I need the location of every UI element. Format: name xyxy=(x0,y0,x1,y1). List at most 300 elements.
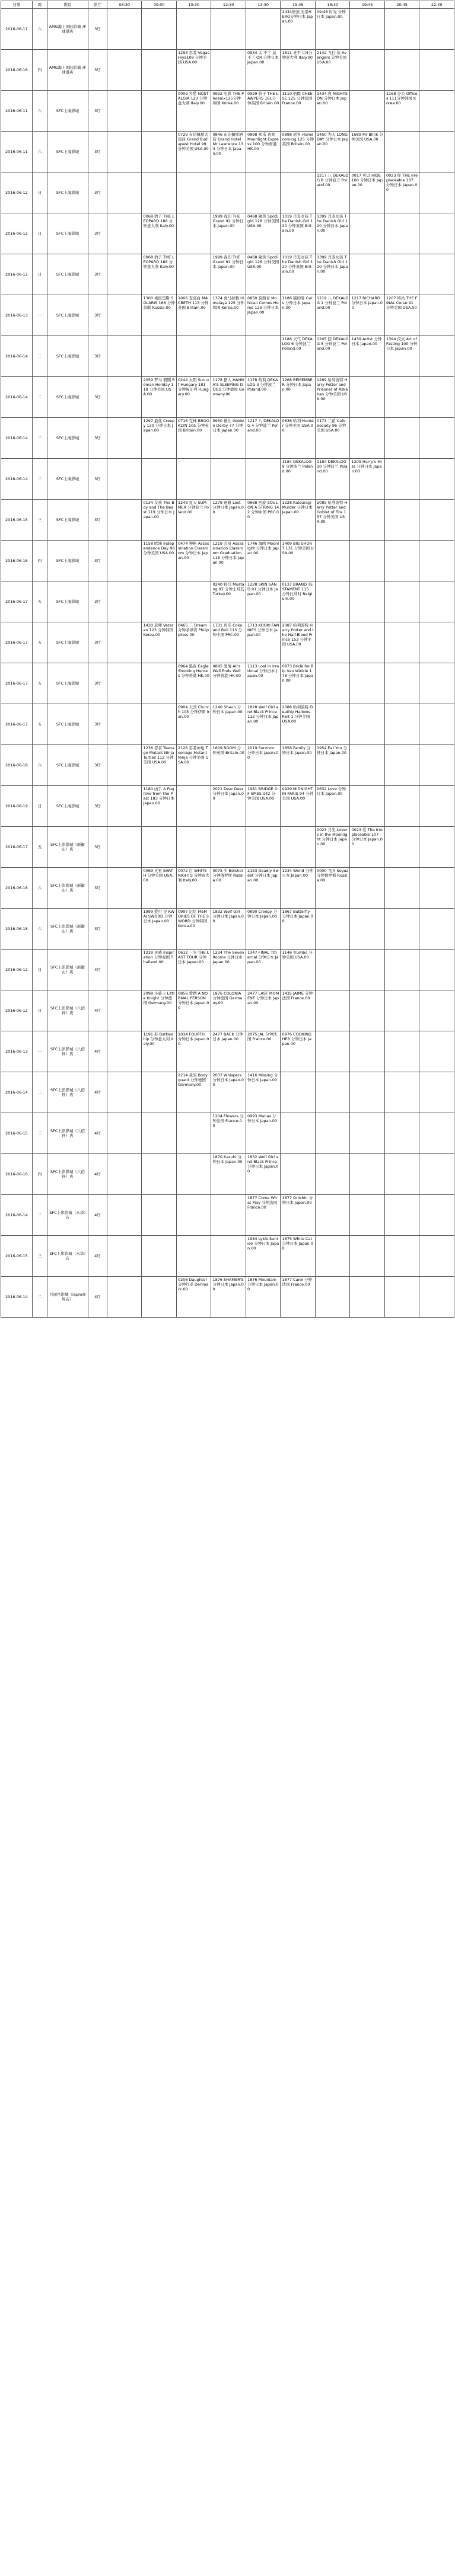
hall-cell: 3厅 xyxy=(88,132,107,172)
screening-cell: 0072 白 WHITE NIGHTS 分钟意大利 Italy.00 xyxy=(176,868,211,909)
screening-cell: 0950 德比 Golden Derby 77 分钟日本 Japan.00 xyxy=(211,418,246,459)
date-cell: 2016-06-12 xyxy=(1,254,33,295)
screening-cell: 1186 天气 DEKALOG 6 分钟波兰 Poland.00 xyxy=(281,336,316,377)
date-cell: 2016-06-14 xyxy=(1,418,33,459)
weekday-cell: 四 xyxy=(32,1154,47,1195)
screening-cell xyxy=(419,459,454,500)
screening-cell: 1297 最优 Creepy 130 分钟日本 Japan.00 xyxy=(142,418,177,459)
table-row xyxy=(1,581,454,622)
weekday-cell: 四 xyxy=(32,50,47,91)
screening-cell: 0895 爱情 All's Well Ends Well 分钟香港 HK.00 xyxy=(211,663,246,704)
hall-cell: 4厅 xyxy=(88,1072,107,1113)
table-row xyxy=(1,990,454,1031)
screening-cell xyxy=(281,1113,316,1154)
weekday-cell: 六 xyxy=(32,9,47,50)
screening-cell: 1236 忍者 Teenage Mutant Ninja Turtles 112 分钟美国 USA.00 xyxy=(142,745,177,786)
screening-cell xyxy=(107,9,142,50)
screening-cell: 1180 凶手 A Fugitive from the Past 183 分钟日本 Japan.00 xyxy=(142,786,177,827)
screening-cell xyxy=(176,172,211,213)
screening-cell: 0904 天国 Church 105 分钟伊朗 Iran.00 xyxy=(176,704,211,745)
column-header: 22:45 xyxy=(419,1,454,9)
theater-cell: SFC上海影城 xyxy=(47,172,88,213)
table-header xyxy=(1,1,454,9)
screening-cell xyxy=(281,1072,316,1113)
theater-cell: SFC上海影城 xyxy=(47,622,88,663)
weekday-cell: 六 xyxy=(32,132,47,172)
screening-cell: 0729 布达佩斯大饭店 Grand Budapest Hotel 99 分钟美国 USA.00 xyxy=(176,132,211,172)
screening-cell: 2153 Deadly Sweet 分钟日本 Japan.00 xyxy=(246,868,281,909)
screening-cell xyxy=(419,745,454,786)
screening-cell xyxy=(350,1113,385,1154)
weekday-cell: 一 xyxy=(32,1031,47,1072)
screening-cell xyxy=(107,1195,142,1236)
table-row xyxy=(1,213,454,254)
table-row xyxy=(1,950,454,990)
screening-cell xyxy=(107,581,142,622)
screening-cell: 1240 Shaun 分钟日本 Japan.00 xyxy=(211,704,246,745)
theater-cell: SFC上海影城 xyxy=(47,418,88,459)
weekday-cell: 三 xyxy=(32,1113,47,1154)
screening-cell xyxy=(419,663,454,704)
date-cell: 2016-06-18 xyxy=(1,745,33,786)
screening-cell xyxy=(419,50,454,91)
table-row xyxy=(1,1031,454,1072)
screening-cell: 1689 Mr Blink 分钟美国 USA.00 xyxy=(350,132,385,172)
screening-cell: 0873 Bride for Rip Van Winkle 178 分钟日本 Japan.00 xyxy=(281,663,316,704)
table-row xyxy=(1,9,454,50)
screening-cell xyxy=(419,1195,454,1236)
screening-cell: 2214 我的 Bodyguard 分钟德国 Germany.00 xyxy=(176,1072,211,1113)
screening-cell xyxy=(107,377,142,418)
screening-cell xyxy=(107,541,142,581)
screening-cell xyxy=(419,622,454,663)
screening-cell xyxy=(107,827,142,868)
screening-cell: 0836 哈利 Hunter 分钟美国 USA.00 xyxy=(281,418,316,459)
screening-cell xyxy=(350,868,385,909)
screening-cell xyxy=(176,336,211,377)
screening-cell: 1228 SKIN SAND 91 分钟日本 Japan.00 xyxy=(246,581,281,622)
screening-cell xyxy=(142,50,177,91)
table-row xyxy=(1,50,454,91)
screening-cell xyxy=(384,9,419,50)
screening-cell xyxy=(246,827,281,868)
screening-cell xyxy=(176,1154,211,1195)
theater-cell: SFC上海影城 xyxy=(47,745,88,786)
hall-cell: 3厅 xyxy=(88,418,107,459)
screening-cell: 0068 豹子 THE LEOPARD 186 分钟意大利 Italy.00 xyxy=(142,254,177,295)
screening-cell: 1293 忍者 Vegas Hiya109 分钟美国 USA.00 xyxy=(176,50,211,91)
screening-cell xyxy=(384,1236,419,1277)
screening-cell: 0134 女孩 The Boy and The Beast 119 分钟日本 Japan.00 xyxy=(142,500,177,541)
screening-cell: 0976 COOKING HER 分钟日本 Japan.00 xyxy=(281,1031,316,1072)
date-cell: 2016-06-14 xyxy=(1,377,33,418)
screening-cell: 1234 The Seven Rooms 分钟日本 Japan.00 xyxy=(211,950,246,990)
hall-cell: 3厅 xyxy=(88,254,107,295)
weekday-cell: 六 xyxy=(32,909,47,950)
screening-cell xyxy=(384,459,419,500)
weekday-cell: 六 xyxy=(32,868,47,909)
screening-cell: 1178 哈利 DEKALOG 3 分钟波兰 Poland.00 xyxy=(246,377,281,418)
table-row xyxy=(1,1277,454,1318)
hall-cell: 4厅 xyxy=(88,1195,107,1236)
hall-cell: 3厅 xyxy=(88,909,107,950)
screening-cell xyxy=(350,786,385,827)
screening-cell: 1876 Mountain 分钟日本 Japan.00 xyxy=(246,1277,281,1318)
hall-cell: 4厅 xyxy=(88,950,107,990)
screening-cell xyxy=(142,1277,177,1318)
screening-cell xyxy=(350,1072,385,1113)
hall-cell: 3厅 xyxy=(88,868,107,909)
date-cell: 2016-06-15 xyxy=(1,1236,33,1277)
screening-cell: 2477 LAST MOMENT 分钟日本 Japan.00 xyxy=(246,990,281,1031)
weekday-cell: 五 xyxy=(32,581,47,622)
screening-cell: 1416 Missing 分钟日本 Japan.00 xyxy=(246,1072,281,1113)
screening-cell: 1019 丹麦女孩 The Danish Girl 120 分钟英国 Britain.00 xyxy=(281,254,316,295)
screening-cell: 2087 哈利波特 Harry Potter and the Half-Blood Prince 153 分钟美国 USA.00 xyxy=(281,622,316,663)
screening-cell xyxy=(350,1277,385,1318)
screening-cell xyxy=(419,9,454,50)
screening-cell: 0023 月光 Lovers in the Moonlight 分钟日本 Japan.00 xyxy=(315,827,350,868)
screening-cell xyxy=(350,704,385,745)
screening-cell xyxy=(384,377,419,418)
screening-cell: 1832 Wolf Girl 分钟日本 Japan.00 xyxy=(211,909,246,950)
screening-cell xyxy=(107,868,142,909)
screening-cell xyxy=(281,172,316,213)
screening-cell: 2019 Survivor 分钟日本 Japan.00 xyxy=(246,745,281,786)
screening-cell: 1828 Wolf Girl and Black Prince 112 分钟日本 Japan.00 xyxy=(246,704,281,745)
table-row xyxy=(1,622,454,663)
screening-cell xyxy=(384,541,419,581)
screening-cell xyxy=(419,1277,454,1318)
screening-cell xyxy=(419,336,454,377)
table-row xyxy=(1,1195,454,1236)
weekday-cell: 二 xyxy=(32,459,47,500)
screening-cell xyxy=(419,950,454,990)
screening-cell: 1609 ROOM 分钟英国 Britain.00 xyxy=(211,745,246,786)
screening-cell: 1034 FOURTH 分钟日本 Japan.00 xyxy=(176,1031,211,1072)
screening-cell xyxy=(384,622,419,663)
screening-cell xyxy=(384,213,419,254)
screening-cell: 1713 KOOKI FANNIES 分钟日本 Japan.00 xyxy=(246,622,281,663)
screening-cell xyxy=(107,1072,142,1113)
screening-cell xyxy=(315,1277,350,1318)
screening-cell xyxy=(176,9,211,50)
weekday-cell: 日 xyxy=(32,950,47,990)
screening-cell: 2477 BACK 分钟日本 Japan.00 xyxy=(211,1031,246,1072)
hall-cell: 3厅 xyxy=(88,704,107,745)
weekday-cell: 二 xyxy=(32,1195,47,1236)
screening-cell: 0474 神秘 Assassination Classroom 分钟日本 Japan.00 xyxy=(176,541,211,581)
date-cell: 2016-06-12 xyxy=(1,213,33,254)
screening-cell xyxy=(384,1031,419,1072)
table-row xyxy=(1,909,454,950)
hall-cell: 3厅 xyxy=(88,663,107,704)
table-row xyxy=(1,827,454,868)
hall-cell: 3厅 xyxy=(88,91,107,132)
theater-cell: SFC上海影城 xyxy=(47,213,88,254)
hall-cell: 4厅 xyxy=(88,1113,107,1154)
screening-cell xyxy=(211,459,246,500)
screening-cell xyxy=(211,336,246,377)
weekday-cell: 六 xyxy=(32,745,47,786)
table-row xyxy=(1,500,454,541)
screening-cell: 1204 Flowers 分钟法国 France.00 xyxy=(211,1113,246,1154)
weekday-cell: 五 xyxy=(32,827,47,868)
screening-cell: 1228 Katsuragi Murder 分钟日本 Japan.00 xyxy=(281,500,316,541)
screening-cell: 1876 COLONIA 分钟德国 Germany.00 xyxy=(211,990,246,1031)
screening-cell: 0716 克林 BROOKLYN 105 分钟英国 Britain.00 xyxy=(176,418,211,459)
screening-cell: 2021 Dear Deer 分钟日本 Japan.00 xyxy=(211,786,246,827)
screening-cell: 2098 小骑士 Little Knight 分钟德国 Germany.00 xyxy=(142,990,177,1031)
screening-cell xyxy=(107,336,142,377)
screening-cell xyxy=(384,581,419,622)
weekday-cell: 二 xyxy=(32,336,47,377)
screening-cell: 0856 爱情 A NORMAL PERSON 分钟日本 Japan.00 xyxy=(176,990,211,1031)
theater-cell: SFC上影影城（新衡山）店 xyxy=(47,827,88,868)
hall-cell: 3厅 xyxy=(88,213,107,254)
date-cell: 2016-06-16 xyxy=(1,50,33,91)
screening-cell xyxy=(384,418,419,459)
hall-cell: 3厅 xyxy=(88,172,107,213)
screening-cell xyxy=(419,541,454,581)
screening-cell: 0868 回旋 SOUL ON A STRING 142 分钟中国 PRC.00 xyxy=(246,500,281,541)
screening-cell xyxy=(211,172,246,213)
screening-cell: 1249 夏天 SUMMER 分钟波兰 Poland.00 xyxy=(176,500,211,541)
hall-cell: 3厅 xyxy=(88,786,107,827)
screening-cell xyxy=(315,950,350,990)
screening-cell xyxy=(107,663,142,704)
theater-cell: SFC上影影城（永华）店 xyxy=(47,1195,88,1236)
screening-cell: 2059 罗马 假期 Roman Holiday 118 分钟美国 USA.00 xyxy=(142,377,177,418)
screening-cell: 1217 RICHARD 分钟日本 Japan.00 xyxy=(350,295,385,336)
theater-cell: SFC上海影城 xyxy=(47,704,88,745)
theater-cell: SFC上海影城 xyxy=(47,132,88,172)
screening-cell xyxy=(315,1154,350,1195)
screening-cell: 1178 猎人 HANNA'S SLEEPING DOGS 分钟德国 Germany.00 xyxy=(211,377,246,418)
theater-cell: SFC上影影城（八佰伴）店 xyxy=(47,1113,88,1154)
theater-cell: SFC上影影城（永华）店 xyxy=(47,1236,88,1277)
screening-cell xyxy=(419,132,454,172)
screening-cell xyxy=(384,909,419,950)
screening-cell: 1217 八 DEKALOG 4 分钟波兰 Poland.00 xyxy=(246,418,281,459)
weekday-cell: 日 xyxy=(32,786,47,827)
screening-cell xyxy=(107,950,142,990)
screening-cell xyxy=(246,459,281,500)
screening-cell xyxy=(419,786,454,827)
screening-cell: 1981 BRIDGE OF SPIES 142 分钟美国 USA.00 xyxy=(246,786,281,827)
screening-cell: 1877 Onishin 分钟日本 Japan.00 xyxy=(281,1195,316,1236)
screening-cell xyxy=(419,868,454,909)
table-row xyxy=(1,704,454,745)
column-header: 周 xyxy=(32,1,47,9)
screening-cell: 1300 索拉里斯 SOLARIS 166 分钟苏联 Russia.00 xyxy=(142,295,177,336)
screening-cell xyxy=(350,581,385,622)
weekday-cell: 二 xyxy=(32,1072,47,1113)
screening-cell xyxy=(315,1195,350,1236)
screening-cell xyxy=(211,827,246,868)
screening-cell xyxy=(107,172,142,213)
screening-cell: 1435 JAIME 分钟法国 France.00 xyxy=(281,990,316,1031)
screening-cell xyxy=(419,418,454,459)
date-cell: 2016-06-14 xyxy=(1,1072,33,1113)
screening-cell: 0017 可以 HIDE 100 分钟日本 Japan.00 xyxy=(350,172,385,213)
screening-cell: 1430 老师 Veteran 123 分钟韩国 Korea.00 xyxy=(142,622,177,663)
screening-cell xyxy=(419,254,454,295)
screening-cell: 1746 海鸥 Moonlight 分钟日本 Japan.00 xyxy=(246,541,281,581)
screening-cell: 1399 丹麦女孩 The Danish Girl 120 分钟日本 Japan.00 xyxy=(315,254,350,295)
hall-cell: 3厅 xyxy=(88,622,107,663)
screening-cell xyxy=(142,336,177,377)
screening-cell xyxy=(315,541,350,581)
screening-cell xyxy=(107,254,142,295)
table-row xyxy=(1,418,454,459)
screening-cell xyxy=(176,1195,211,1236)
weekday-cell: 二 xyxy=(32,1277,47,1318)
screening-cell: 1954 Eat You 分钟日本 Japan.00 xyxy=(315,745,350,786)
screening-cell xyxy=(350,91,385,132)
theater-cell: SFC上影影城（八佰伴）店 xyxy=(47,1154,88,1195)
screening-cell: 1811 灵不 只4分钟意大利 Italy.00 xyxy=(281,50,316,91)
screening-cell: 1832 Wolf Girl and Black Prince 分钟日本 Japan.00 xyxy=(246,1154,281,1195)
screening-cell xyxy=(384,1113,419,1154)
date-cell: 2016-06-11 xyxy=(1,91,33,132)
date-cell: 2016-06-12 xyxy=(1,950,33,990)
screening-cell: 1239 灵感 Inspiration 分钟泰国 Thailand.00 xyxy=(142,950,177,990)
hall-cell: 3厅 xyxy=(88,295,107,336)
screening-cell: 1394 仪式 Art of Fasting 100 分钟日本 Japan.00 xyxy=(384,336,419,377)
screening-cell xyxy=(142,1195,177,1236)
theater-cell: SFC上影影城（新衡山）店 xyxy=(47,950,88,990)
hall-cell: 3厅 xyxy=(88,541,107,581)
screening-cell: 0929 MIDNIGHT IN PARIS 94 分钟美国 USA.00 xyxy=(281,786,316,827)
screening-cell: 2126 忍者神龟 Teenage Mutant Ninja 分钟美国 USA.00 xyxy=(176,745,211,786)
screening-cell xyxy=(142,827,177,868)
screening-cell: 1186 猫的爱 Cats 分钟日本 Japan.00 xyxy=(281,295,316,336)
screening-cell xyxy=(384,663,419,704)
screening-cell xyxy=(419,1031,454,1072)
screening-cell xyxy=(350,50,385,91)
screening-cell: 2088 哈利波特 Deathly Hallows Part 1 分钟美国 USA.00 xyxy=(281,704,316,745)
screening-cell xyxy=(419,581,454,622)
screening-cell: 1217 八 DEKALOG 8 分钟波兰 Poland.00 xyxy=(315,172,350,213)
table-row xyxy=(1,786,454,827)
table-row xyxy=(1,663,454,704)
screening-cell xyxy=(350,1195,385,1236)
screening-cell: 0898 返乡 Homecoming 125 分钟英国 Britain.00 xyxy=(281,132,316,172)
table-row xyxy=(1,132,454,172)
screening-cell: 1877 Come What May 分钟法国 France.00 xyxy=(246,1195,281,1236)
date-cell: 2016-06-17 xyxy=(1,704,33,745)
screening-cell: 0173 兰花 Cafe Society 96 分钟美国 USA.00 xyxy=(315,418,350,459)
screening-cell xyxy=(107,418,142,459)
screening-cell xyxy=(350,9,385,50)
screening-cell: 0468 聚焦 Spotlight 128 分钟美国 USA.00 xyxy=(246,254,281,295)
screening-cell: 1434 夜 NIGHTS ON 分钟日本 Japan.00 xyxy=(315,91,350,132)
screening-cell xyxy=(350,622,385,663)
hall-cell: 4厅 xyxy=(88,1236,107,1277)
screening-cell xyxy=(350,254,385,295)
screening-cell xyxy=(384,704,419,745)
screening-cell: 1999 我们 THE Grand 92 分钟日本 Japan.00 xyxy=(211,213,246,254)
screening-cell xyxy=(384,868,419,909)
screening-cell: 0850 莫西甘 Mohican Comes Home 125 分钟日本 Japan.00 xyxy=(246,295,281,336)
screening-cell xyxy=(107,1277,142,1318)
screening-cell: 1268 REMEMBER 分钟日本 Japan.00 xyxy=(281,377,316,418)
screening-cell: 0465 三 Dream 分钟菲律宾 Philippines.00 xyxy=(176,622,211,663)
screening-cell xyxy=(384,1195,419,1236)
hall-cell: 3厅 xyxy=(88,50,107,91)
screening-cell: 0612 三岁 THE LAST TOUR 分钟日本 Japan.00 xyxy=(176,950,211,990)
screening-cell xyxy=(419,704,454,745)
screening-cell xyxy=(315,663,350,704)
weekday-cell: 六 xyxy=(32,91,47,132)
screening-cell: 1184 DEKALOG 9 分钟波兰 Poland.00 xyxy=(281,459,316,500)
table-row xyxy=(1,377,454,418)
screening-cell xyxy=(419,172,454,213)
screening-cell xyxy=(107,459,142,500)
screening-cell xyxy=(384,1277,419,1318)
screening-cell xyxy=(419,1236,454,1277)
theater-cell: SFC上海影城 xyxy=(47,254,88,295)
screening-cell xyxy=(107,213,142,254)
screening-cell xyxy=(384,50,419,91)
date-cell: 2016-06-19 xyxy=(1,786,33,827)
screening-cell xyxy=(419,909,454,950)
theater-cell: SFC上海影城 xyxy=(47,91,88,132)
table-row xyxy=(1,1072,454,1113)
screening-cell xyxy=(176,1113,211,1154)
theater-cell: 百丽宫影城（iapm商场店） xyxy=(47,1277,88,1318)
theater-cell: SFC上影影城（新衡山）店 xyxy=(47,868,88,909)
screening-cell xyxy=(315,704,350,745)
screening-cell: 1113 Lost in Irrational 分钟日本 Japan.00 xyxy=(246,663,281,704)
screening-cell xyxy=(419,377,454,418)
table-row xyxy=(1,541,454,581)
screening-cell xyxy=(350,500,385,541)
screening-cell: 1019 丹麦女孩 The Danish Girl 120 分钟英国 Britain.00 xyxy=(281,213,316,254)
screening-cell xyxy=(350,1154,385,1195)
screening-cell: 1347 FINAL Tthernal 分钟日本 Japan.00 xyxy=(246,950,281,990)
screening-cell xyxy=(176,254,211,295)
screening-cell: 0964 黑夜 Eagle Shooting Heroes 分钟香港 HK.00 xyxy=(176,663,211,704)
date-cell: 2016-06-11 xyxy=(1,132,33,172)
date-cell: 2016-06-16 xyxy=(1,541,33,581)
screening-cell: 0068 豹子 THE LEOPARD 186 分钟意大利 Italy.00 xyxy=(142,213,177,254)
column-header: 19:45 xyxy=(350,1,385,9)
table-row xyxy=(1,1236,454,1277)
screening-cell: 0023 爱 The Irreplaceable 107 分钟日本 Japan.00 xyxy=(350,827,385,868)
screening-cell xyxy=(176,459,211,500)
screening-cell: 1168 办公 Offices 111分钟韩国 Korea.00 xyxy=(384,91,419,132)
screening-cell xyxy=(419,1154,454,1195)
screening-cell xyxy=(315,990,350,1031)
hall-cell: 4厅 xyxy=(88,990,107,1031)
screening-cell xyxy=(107,786,142,827)
hall-cell: 3厅 xyxy=(88,581,107,622)
screening-cell: 1184 DEKALOG 10 分钟波兰 Poland.00 xyxy=(315,459,350,500)
screening-cell: 0898 欢乐 喜欢 Moonlight Express 100 分钟香港 HK.00 xyxy=(246,132,281,172)
screening-cell: 1279 迷路 Lost 分钟日本 Japan.00 xyxy=(211,500,246,541)
screening-cell xyxy=(142,1072,177,1113)
theater-cell: SFC上海影城 xyxy=(47,295,88,336)
screening-cell xyxy=(350,909,385,950)
screening-cell xyxy=(107,295,142,336)
column-header: 日期 xyxy=(1,1,33,9)
screening-cell xyxy=(384,827,419,868)
screening-cell: 1219 会员 Assassination Classroom Graduation 118 分钟日本 Japan.00 xyxy=(211,541,246,581)
screening-cell: 1439 Artist 分钟日本 Japan.00 xyxy=(350,336,385,377)
screening-cell xyxy=(176,827,211,868)
